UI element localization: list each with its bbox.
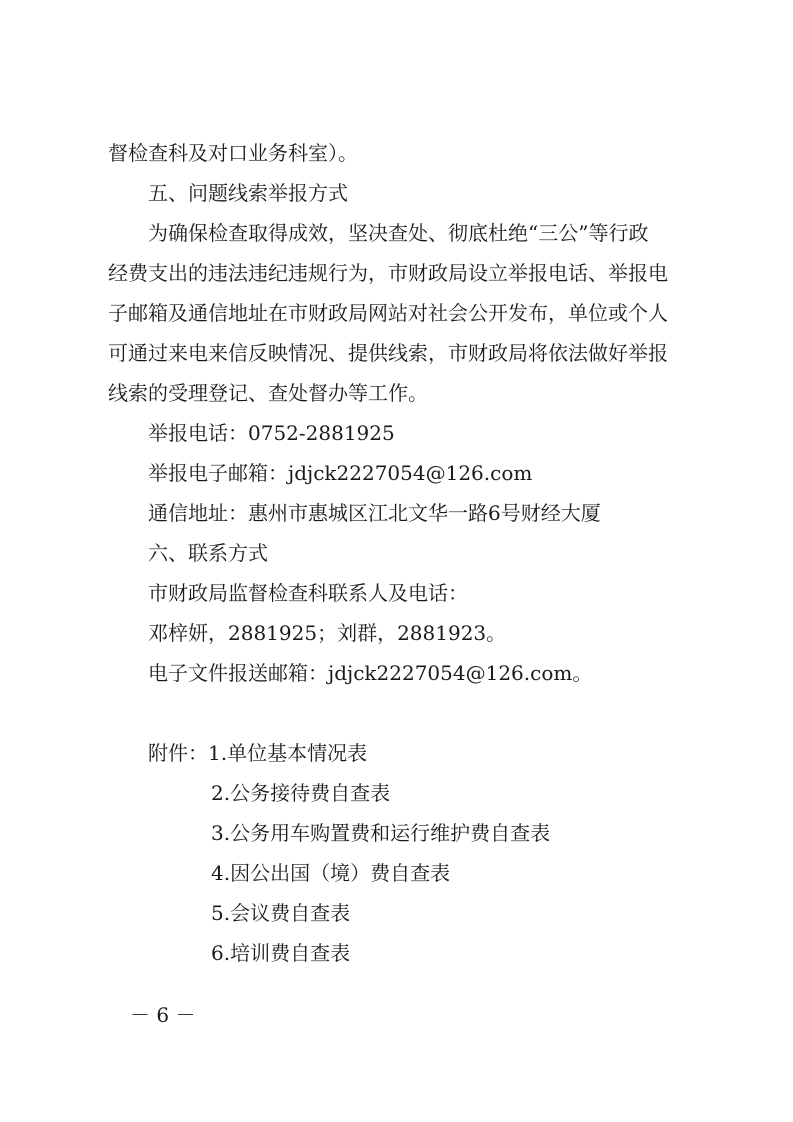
- paragraph-continuation: 督检查科及对口业务科室）。: [108, 141, 358, 165]
- paragraph-line: 为确保检查取得成效，坚决查处、彻底杜绝“三公”等行政: [148, 221, 649, 245]
- report-email: 举报电子邮箱：jdjck2227054@126.com: [148, 461, 533, 485]
- submission-email: 电子文件报送邮箱：jdjck2227054@126.com。: [148, 661, 593, 685]
- section-heading-5: 五、问题线索举报方式: [148, 181, 348, 205]
- paragraph-line: 子邮箱及通信地址在市财政局网站对社会公开发布，单位或个人: [108, 301, 668, 325]
- attachment-item: 5.会议费自查表: [211, 901, 351, 925]
- attachments-label: 附件：1.单位基本情况表: [148, 741, 368, 765]
- paragraph-line: 线索的受理登记、查处督办等工作。: [108, 381, 428, 405]
- contact-heading: 市财政局监督检查科联系人及电话：: [148, 581, 468, 605]
- report-phone: 举报电话：0752-2881925: [148, 421, 395, 445]
- contact-persons: 邓梓妍，2881925；刘群，2881923。: [148, 621, 507, 645]
- attachment-item: 3.公务用车购置费和运行维护费自查表: [211, 821, 551, 845]
- paragraph-line: 经费支出的违法违纪违规行为，市财政局设立举报电话、举报电: [108, 261, 668, 285]
- attachment-item: 2.公务接待费自查表: [211, 781, 391, 805]
- section-heading-6: 六、联系方式: [148, 541, 268, 565]
- attachment-item: 6.培训费自查表: [211, 941, 351, 965]
- paragraph-line: 可通过来电来信反映情况、提供线索，市财政局将依法做好举报: [108, 341, 668, 365]
- mailing-address: 通信地址：惠州市惠城区江北文华一路6号财经大厦: [148, 501, 601, 525]
- attachment-item: 4.因公出国（境）费自查表: [211, 861, 451, 885]
- page-number: － 6 －: [130, 1003, 196, 1027]
